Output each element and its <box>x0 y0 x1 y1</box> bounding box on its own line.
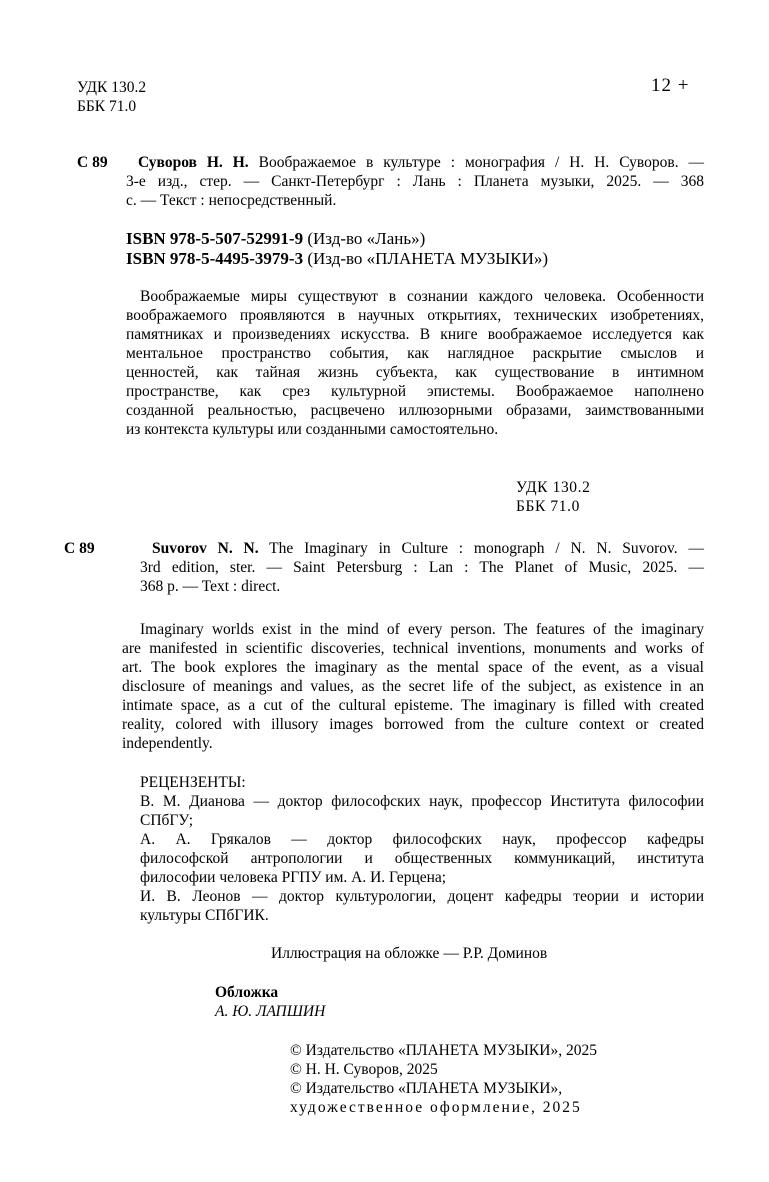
isbn-line-1 <box>126 229 548 249</box>
title-text: Воображаемое в культуре : монография / Н. Н. Суворов. — <box>248 154 704 171</box>
reviewers-heading: РЕЦЕНЗЕНТЫ: <box>140 774 246 791</box>
reviewer-line: философской антропологии и общественных коммуникаций, института <box>140 850 704 867</box>
record-line-1 <box>126 153 704 172</box>
reviewers-block <box>140 773 704 925</box>
illustration-credit: Иллюстрация на обложке — Р.Р. Доминов <box>271 945 548 962</box>
reviewer-line: А. А. Грякалов — доктор философских наук, профессор кафедры <box>140 831 704 848</box>
bibliographic-record-ru <box>126 153 704 210</box>
cover-credit <box>215 983 325 1021</box>
abstract-ru-line: ментальное пространство события, как наглядное раскрытие смыслов и <box>126 345 704 362</box>
abstract-en-line: art. The book explores the imaginary as the mental space of the event, as a visual <box>122 659 704 676</box>
abstract-ru-line: из контекста культуры или созданными самостоятельно. <box>126 421 499 438</box>
author-mark-ru: С 89 <box>77 154 108 171</box>
udk-bbk-top <box>77 78 146 116</box>
abstract-ru <box>126 287 704 439</box>
isbn-publisher-1: (Изд-во «Лань») <box>303 229 426 248</box>
author-name: Suvorov N. N. <box>152 540 259 557</box>
copyright-block <box>290 1041 597 1117</box>
reviewer-line: философии человека РГПУ им. А. И. Герцена; <box>140 869 447 886</box>
abstract-en <box>122 620 704 753</box>
abstract-ru-line: памятниках и произведениях искусства. В книге воображаемое исследуется как <box>126 326 704 343</box>
isbn-block <box>126 229 548 269</box>
title-text: The Imaginary in Culture : monograph / N. N. Suvorov. — <box>258 540 704 557</box>
udk-code: УДК 130.2 <box>77 79 147 96</box>
isbn-number-2: ISBN 978-5-4495-3979-3 <box>126 249 304 268</box>
bbk-code: ББК 71.0 <box>516 498 580 515</box>
bbk-code: ББК 71.0 <box>77 98 137 115</box>
isbn-number-1: ISBN 978-5-507-52991-9 <box>126 229 304 248</box>
copyright-line: © Издательство «ПЛАНЕТА МУЗЫКИ», <box>290 1080 563 1097</box>
bibliographic-record-en <box>140 539 704 596</box>
abstract-ru-line: ценностей, как тайная жизнь субъекта, как существование в интимном <box>126 364 704 381</box>
isbn-line-2 <box>126 249 548 269</box>
abstract-en-line: intimate space, as a cut of the cultural episteme. The imaginary is filled with created <box>122 697 704 714</box>
abstract-ru-line: воображаемого проявляются в научных открытиях, технических изобретениях, <box>126 307 704 324</box>
udk-bbk-mid <box>516 478 590 516</box>
record-line-1 <box>140 539 704 558</box>
copyright-line: © Н. Н. Суворов, 2025 <box>290 1061 438 1078</box>
record-line-2: 3rd edition, ster. — Saint Petersburg : Lan : The Planet of Music, 2025. — <box>140 559 704 576</box>
reviewer-line: культуры СПбГИК. <box>140 907 269 924</box>
abstract-ru-line: Воображаемые миры существуют в сознании каждого человека. Особенности <box>140 288 704 305</box>
reviewer-line: В. М. Дианова — доктор философских наук, профессор Института философии <box>140 793 704 810</box>
author-name: Суворов Н. Н. <box>138 154 249 171</box>
udk-code: УДК 130.2 <box>516 479 591 496</box>
cover-designer: А. Ю. ЛАПШИН <box>215 1003 326 1020</box>
record-line-3: с. — Текст : непосредственный. <box>126 192 337 209</box>
abstract-en-line: are manifested in scientific discoveries, technical inventions, monuments and works of <box>122 640 704 657</box>
abstract-en-line: disclosure of meanings and values, as the secret life of the subject, as existence in an <box>122 678 704 695</box>
abstract-en-line: reality, colored with illusory images borrowed from the culture context or created <box>122 716 704 733</box>
abstract-ru-line: созданной реальностью, расцвечено иллюзорными образами, заимствованными <box>126 402 704 419</box>
author-mark-en: С 89 <box>64 540 95 557</box>
abstract-ru-line: пространстве, как срез культурной эпистемы. Воображаемое наполнено <box>126 383 704 400</box>
abstract-en-line: independently. <box>122 735 213 752</box>
copyright-line: художественное оформление, 2025 <box>290 1099 582 1116</box>
age-rating: 12 + <box>651 75 690 96</box>
isbn-publisher-2: (Изд-во «ПЛАНЕТА МУЗЫКИ») <box>303 249 549 268</box>
record-line-2: 3-е изд., стер. — Санкт-Петербург : Лань : Планета музыки, 2025. — 368 <box>126 173 704 190</box>
abstract-en-line: Imaginary worlds exist in the mind of every person. The features of the imaginary <box>140 621 704 638</box>
reviewer-line: СПбГУ; <box>140 812 194 829</box>
reviewer-line: И. В. Леонов — доктор культурологии, доцент кафедры теории и истории <box>140 888 704 905</box>
cover-label: Обложка <box>215 984 279 1001</box>
copyright-line: © Издательство «ПЛАНЕТА МУЗЫКИ», 2025 <box>290 1042 597 1059</box>
record-line-3: 368 p. — Text : direct. <box>140 578 281 595</box>
